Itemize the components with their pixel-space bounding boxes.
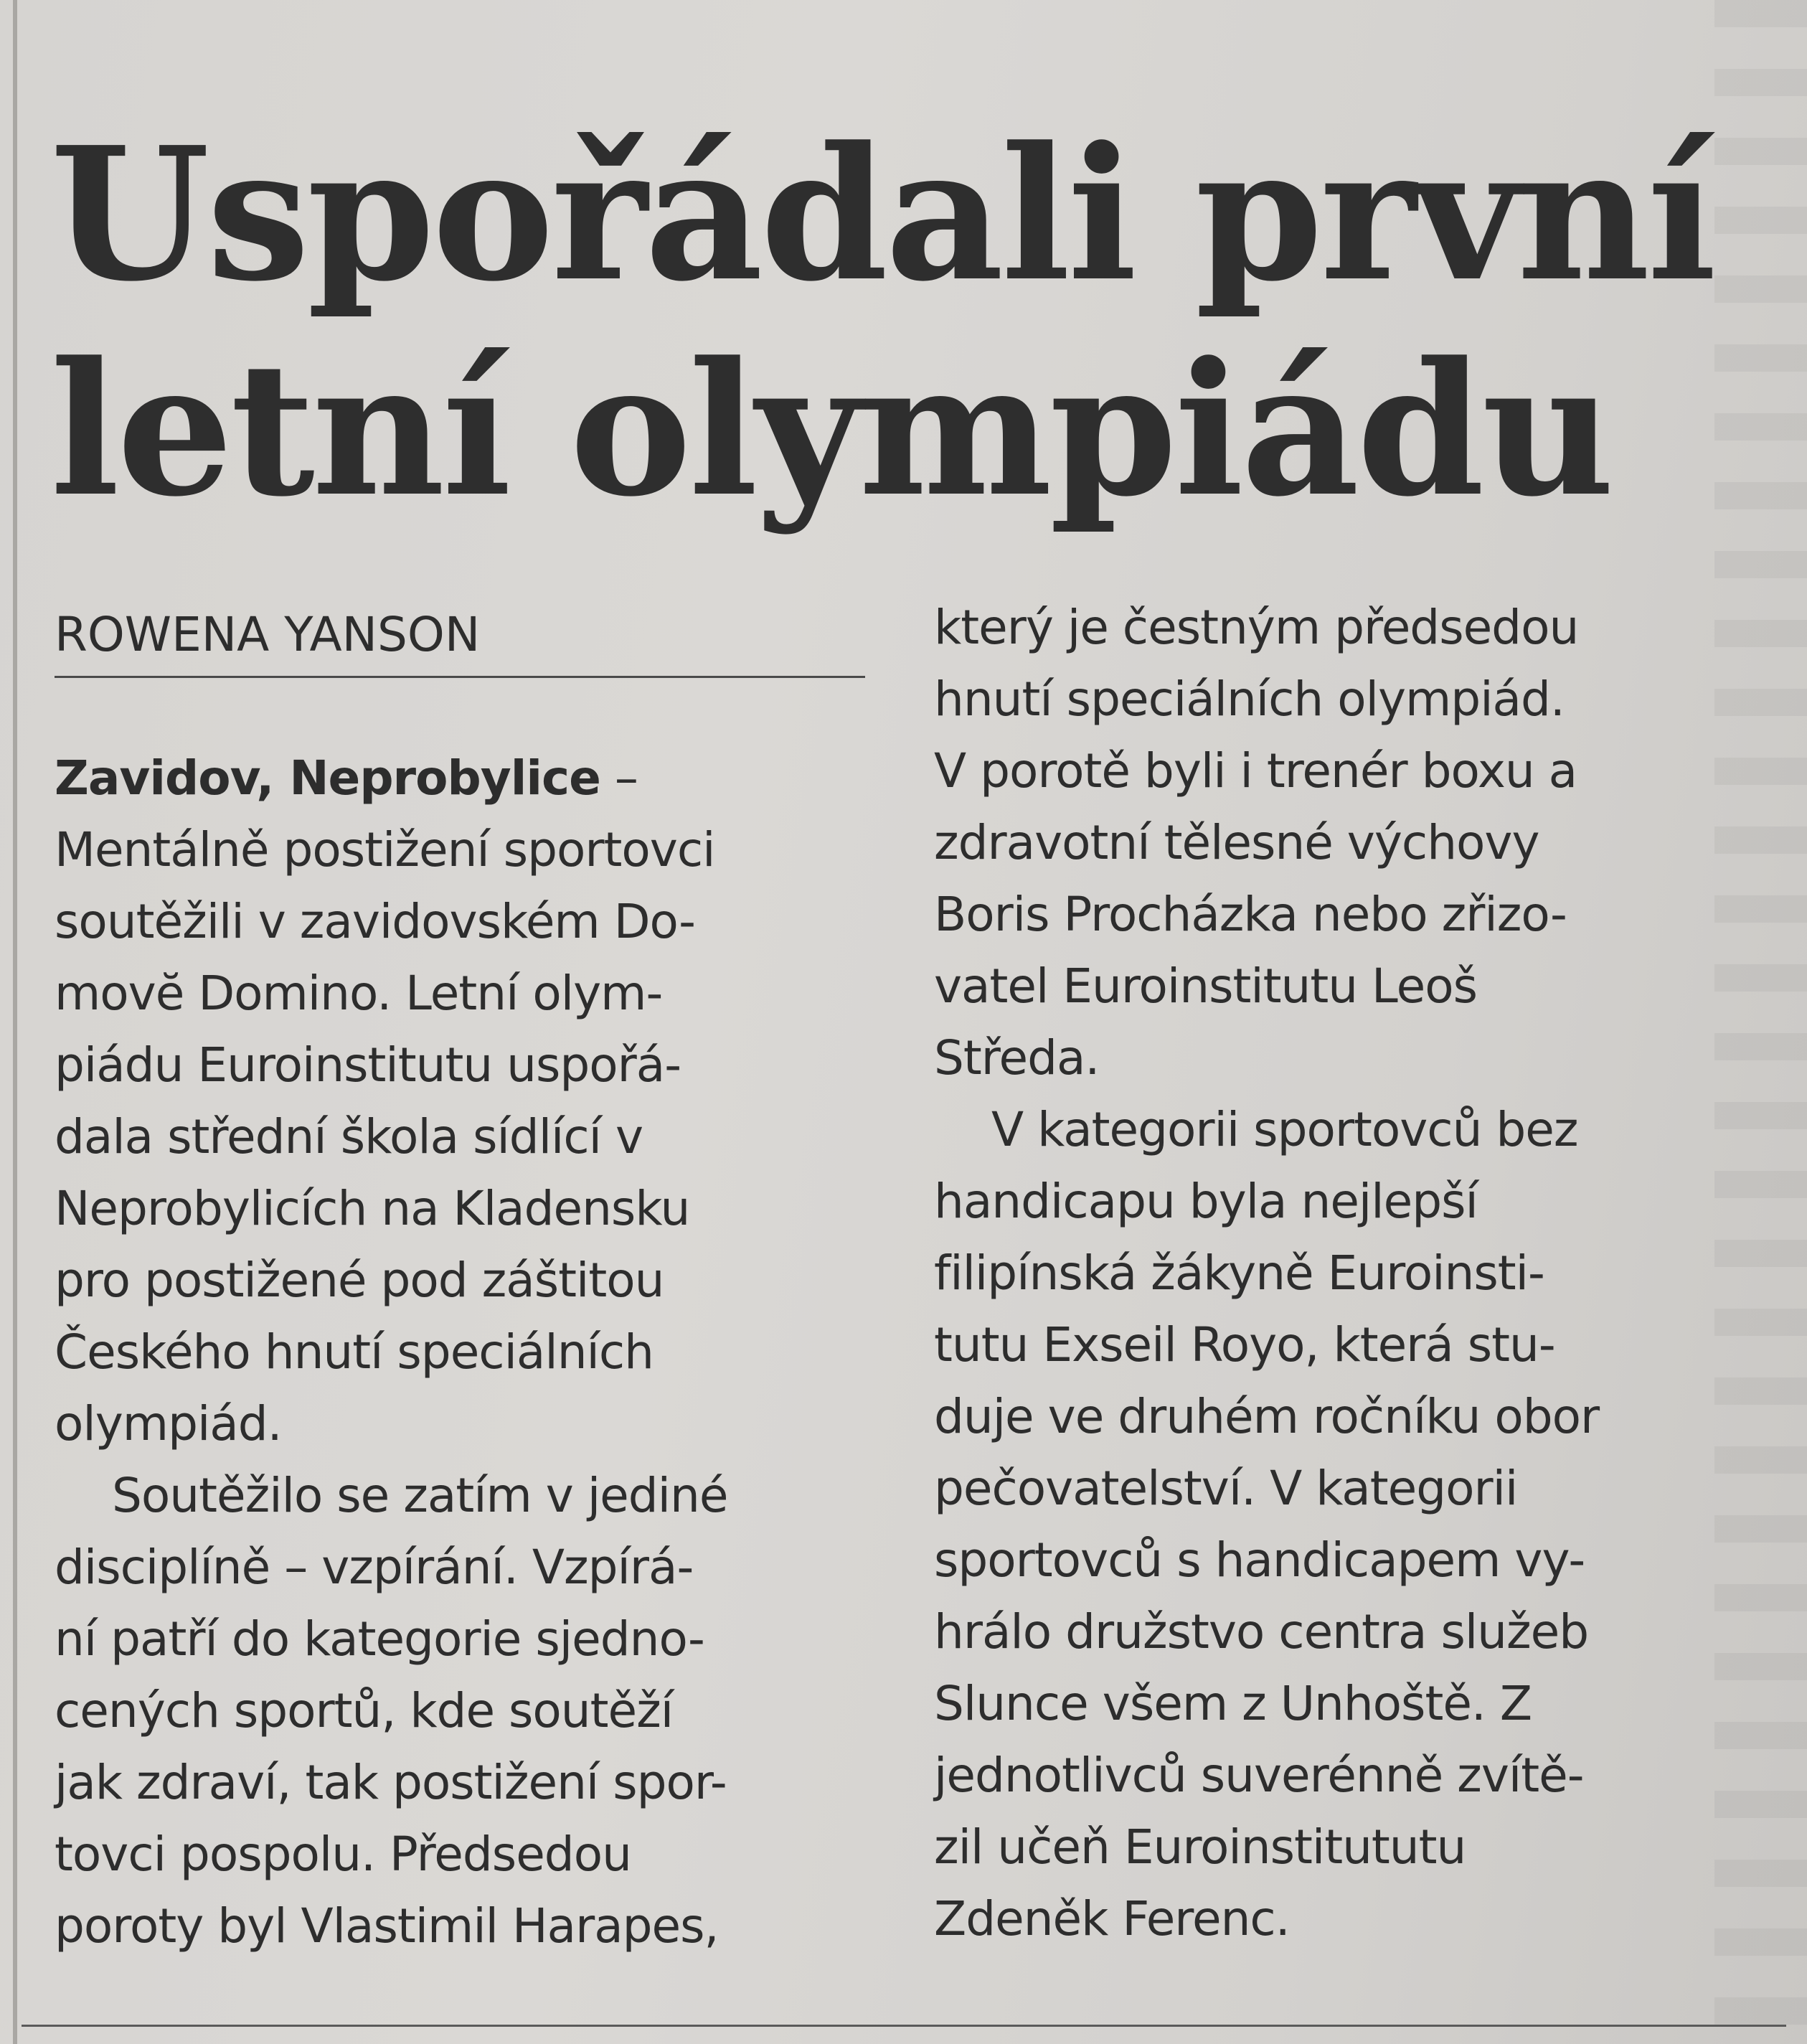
right-line: V porotě byli i trenér boxu a [934, 743, 1577, 799]
right-line: Středa. [934, 1030, 1100, 1085]
left-line: ní patří do kategorie sjedno- [55, 1611, 704, 1667]
headline-line-1: Uspořádali první [50, 108, 1714, 322]
left-column [55, 603, 865, 1962]
right-line: zil učeň Euroinstitututu [934, 1819, 1466, 1875]
dateline-dash: – [600, 750, 638, 806]
left-line: pro postižené pod záštitou [55, 1253, 664, 1308]
left-line: soutěžili v zavidovském Do- [55, 894, 695, 949]
right-line: filipínská žákyně Euroinsti- [934, 1245, 1544, 1301]
headline [50, 108, 1722, 538]
right-line: handicapu byla nejlepší [934, 1174, 1478, 1229]
left-line: movĕ Domino. Letní olym- [55, 966, 663, 1021]
left-line: Soutěžilo se zatím v jediné [112, 1468, 728, 1523]
right-line: vatel Euroinstitutu Leoš [934, 959, 1478, 1014]
left-line: Neprobylicích na Kladensku [55, 1181, 690, 1236]
right-line: duje ve druhém ročníku obor [934, 1389, 1600, 1444]
left-line: jak zdraví, tak postižení spor- [55, 1755, 727, 1810]
right-line: hnutí speciálních olympiád. [934, 672, 1565, 727]
right-line: Boris Procházka nebo zřizo- [934, 887, 1567, 942]
left-line: Mentálně postižení sportovci [55, 822, 715, 877]
left-line: tovci pospolu. Předsedou [55, 1827, 631, 1882]
left-line: olympiád. [55, 1396, 282, 1451]
left-line: Českého hnutí speciálních [55, 1324, 654, 1380]
right-line: jednotlivců suverénně zvítě- [934, 1748, 1584, 1803]
first-line [55, 743, 865, 814]
dateline: Zavidov, Neprobylice [55, 750, 600, 806]
left-line: cených sportů, kde soutěží [55, 1683, 674, 1738]
right-line: pečovatelství. V kategorii [934, 1461, 1518, 1516]
bottom-rule [22, 2025, 1786, 2027]
byline: ROWENA YANSON [55, 603, 865, 678]
left-line: dala střední škola sídlící v [55, 1109, 643, 1164]
left-line: piádu Euroinstitutu uspořá- [55, 1037, 681, 1093]
right-line: V kategorii sportovců bez [991, 1102, 1578, 1157]
headline-line-2: letní olympiádu [50, 323, 1612, 537]
right-line: Slunce všem z Unhoště. Z [934, 1676, 1532, 1731]
right-line: zdravotní tělesné výchovy [934, 815, 1539, 870]
left-line: poroty byl Vlastimil Harapes, [55, 1898, 719, 1954]
left-paper-edge [13, 0, 17, 2044]
right-line: hrálo družstvo centra služeb [934, 1604, 1589, 1659]
right-line: který je čestným předsedou [934, 600, 1579, 655]
right-line: Zdeněk Ferenc. [934, 1891, 1290, 1946]
left-line: disciplíně – vzpírání. Vzpírá- [55, 1540, 694, 1595]
right-line: tutu Exseil Royo, která stu- [934, 1317, 1555, 1372]
right-line: sportovců s handicapem vy- [934, 1532, 1585, 1588]
right-column [934, 592, 1759, 1955]
